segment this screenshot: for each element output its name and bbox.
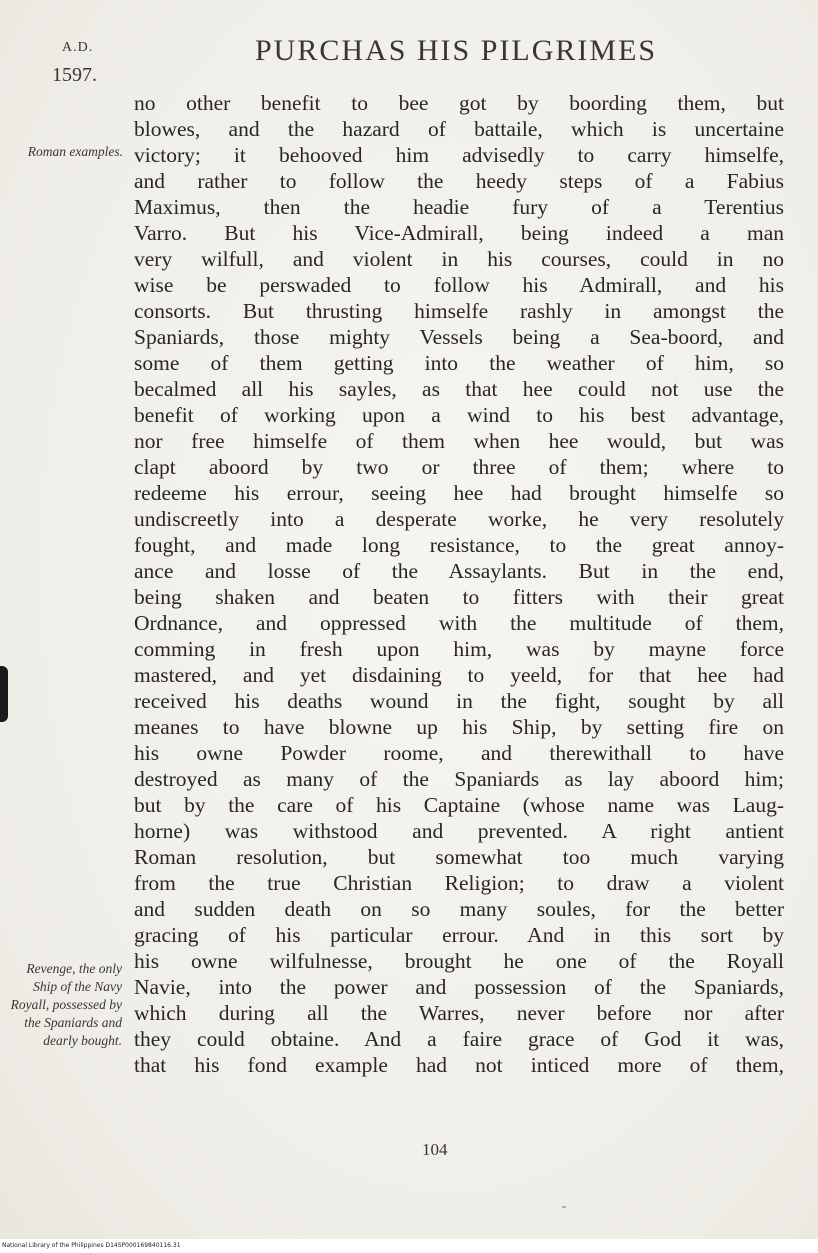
- text-line: comming in fresh upon him, was by mayne force: [134, 637, 784, 661]
- text-line: received his deaths wound in the fight, sought by all: [134, 689, 784, 713]
- text-line: Varro. But his Vice-Admirall, being indeed a man: [134, 221, 784, 245]
- page-number: 104: [422, 1140, 448, 1159]
- text-line: redeeme his errour, seeing hee had brought himselfe so: [134, 481, 784, 505]
- text-line: meanes to have blowne up his Ship, by setting fire on: [134, 715, 784, 739]
- text-line: ance and losse of the Assaylants. But in the end,: [134, 559, 784, 583]
- text-line: but by the care of his Captaine (whose name was Laug-: [134, 793, 784, 817]
- text-line: blowes, and the hazard of battaile, which is uncertaine: [134, 117, 784, 141]
- text-line: very wilfull, and violent in his courses, could in no: [134, 247, 784, 271]
- scan-footer: National Library of the Philippines D14SP000169840116.31: [0, 1239, 818, 1253]
- text-line: his owne wilfulnesse, brought he one of the Royall: [134, 949, 784, 973]
- running-title: PURCHAS HIS PILGRIMES: [255, 34, 658, 67]
- text-line: undiscreetly into a desperate worke, he very resolutely: [134, 507, 784, 531]
- margin-note-revenge: Revenge, the only Ship of the Navy Royall, possessed by the Spaniards and dearly bought.: [10, 961, 122, 1048]
- text-line: fought, and made long resistance, to the great annoy-: [134, 533, 784, 557]
- text-line: Maximus, then the headie fury of a Terentius: [134, 195, 784, 219]
- text-line: from the true Christian Religion; to draw a violent: [134, 871, 784, 895]
- text-line: which during all the Warres, never before nor after: [134, 1001, 784, 1025]
- text-line: and rather to follow the heedy steps of a Fabius: [134, 169, 784, 193]
- text-line: being shaken and beaten to fitters with their great: [134, 585, 784, 609]
- text-line: no other benefit to bee got by boording them, but: [134, 91, 784, 115]
- scan-edge-mark: [0, 666, 8, 722]
- text-line: that his fond example had not inticed more of them,: [134, 1053, 784, 1077]
- text-line: gracing of his particular errour. And in this sort by: [134, 923, 784, 947]
- text-line: Roman resolution, but somewhat too much varying: [134, 845, 784, 869]
- text-line: Navie, into the power and possession of the Spaniards,: [134, 975, 784, 999]
- text-line: mastered, and yet disdaining to yeeld, for that hee had: [134, 663, 784, 687]
- text-line: victory; it behooved him advisedly to carry himselfe,: [134, 143, 784, 167]
- text-line: and sudden death on so many soules, for the better: [134, 897, 784, 921]
- year-label: 1597.: [52, 64, 97, 86]
- paper-speck: [562, 1206, 566, 1208]
- text-line: horne) was withstood and prevented. A right antient: [134, 819, 784, 843]
- body-text: [134, 90, 784, 1078]
- text-line: wise be perswaded to follow his Admirall, and his: [134, 273, 784, 297]
- text-line: his owne Powder roome, and therewithall to have: [134, 741, 784, 765]
- text-line: some of them getting into the weather of him, so: [134, 351, 784, 375]
- text-line: clapt aboord by two or three of them; where to: [134, 455, 784, 479]
- text-line: Ordnance, and oppressed with the multitude of them,: [134, 611, 784, 635]
- text-line: Spaniards, those mighty Vessels being a Sea-boord, and: [134, 325, 784, 349]
- text-line: becalmed all his sayles, as that hee could not use the: [134, 377, 784, 401]
- margin-note-roman-examples: Roman examples.: [27, 144, 123, 159]
- text-line: destroyed as many of the Spaniards as lay aboord him;: [134, 767, 784, 791]
- text-line: consorts. But thrusting himselfe rashly in amongst the: [134, 299, 784, 323]
- text-line: benefit of working upon a wind to his best advantage,: [134, 403, 784, 427]
- text-line: they could obtaine. And a faire grace of God it was,: [134, 1027, 784, 1051]
- anno-domini-label: A.D.: [62, 40, 94, 55]
- text-line: nor free himselfe of them when hee would, but was: [134, 429, 784, 453]
